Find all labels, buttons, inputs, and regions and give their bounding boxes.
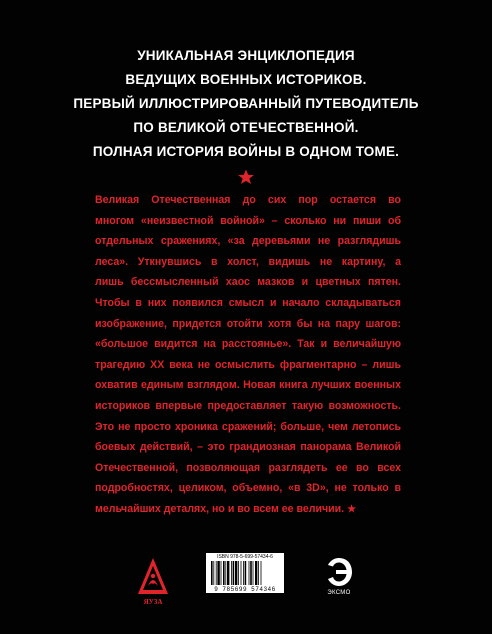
- eksmo-publisher-logo-icon: [324, 556, 354, 588]
- description-line: многом «неизвестной войной» – сколько ни пиши об: [95, 214, 401, 227]
- barcode-bar: [213, 561, 214, 585]
- description-line: Это не просто хроника сражений; больше, чем летопись: [95, 420, 401, 433]
- description-line-text: мельчайших деталях, но и во всем ее величии.: [95, 502, 345, 515]
- description-line: боевых действий, – это грандиозная панорама Великой: [95, 441, 401, 454]
- barcode-bar: [250, 561, 252, 585]
- barcode: [206, 553, 284, 593]
- description-line: леса». Уткнувшись в холст, видишь не картину, а: [95, 255, 401, 268]
- red-star-icon: [237, 168, 255, 186]
- headline-line: ПЕРВЫЙ ИЛЛЮСТРИРОВАННЫЙ ПУТЕВОДИТЕЛЬ: [73, 96, 419, 111]
- barcode-bar: [221, 561, 222, 585]
- barcode-bar: [245, 561, 247, 585]
- description-line: Отечественной, позволяющая разглядеть ее во всех: [95, 461, 401, 474]
- headline-line: УНИКАЛЬНАЯ ЭНЦИКЛОПЕДИЯ: [137, 48, 355, 63]
- eksmo-publisher-name: ЭКСМО: [327, 590, 351, 596]
- barcode-bar: [217, 561, 219, 585]
- barcode-bar: [258, 561, 259, 585]
- barcode-bar: [227, 561, 229, 585]
- yauza-publisher-logo-icon: [136, 556, 170, 598]
- barcode-bar: [241, 561, 242, 585]
- barcode-bar: [211, 561, 213, 585]
- description-line: изображение, придется отойти хотя бы на пару шагов:: [95, 317, 401, 330]
- description-line: трагедию XX века не осмыслить фрагментарно – лишь: [95, 358, 401, 371]
- barcode-bar: [255, 561, 257, 585]
- description-line: Чтобы в них появился смысл и начало складываться: [95, 296, 401, 309]
- barcode-bar: [261, 561, 262, 585]
- barcode-bar: [223, 561, 225, 585]
- barcode-bar: [235, 561, 237, 585]
- barcode-bars-icon: [211, 561, 279, 585]
- isbn-label: ISBN 978-5-699-57434-6: [217, 554, 273, 560]
- description-line: Великая Отечественная до сих пор остается во: [95, 194, 401, 206]
- barcode-bar: [243, 561, 244, 585]
- description-last-line: [95, 499, 401, 521]
- barcode-bar: [249, 561, 250, 585]
- description-line: историков впервые предоставляет такую возможность.: [95, 399, 401, 412]
- description-line: охватив единым взглядом. Новая книга лучших военных: [95, 379, 401, 392]
- description-text: [95, 190, 401, 521]
- barcode-bar: [238, 561, 239, 585]
- description-line: лишь бессмысленный хаос мазков и цветных пятен.: [95, 276, 401, 289]
- headline-block: [0, 44, 492, 164]
- barcode-bar: [225, 561, 226, 585]
- description-line: подробностях, целиком, объемно, «в 3D», не только в: [95, 482, 401, 495]
- end-star-icon: ★: [347, 503, 357, 515]
- barcode-number: 9 785699 574346: [214, 586, 276, 593]
- yauza-publisher-name: ЯУЗА: [143, 598, 163, 606]
- barcode-bar: [253, 561, 254, 585]
- headline-line: ПО ВЕЛИКОЙ ОТЕЧЕСТВЕННОЙ.: [133, 120, 359, 135]
- barcode-bar: [231, 561, 232, 585]
- barcode-bar: [233, 561, 235, 585]
- headline-line: ПОЛНАЯ ИСТОРИЯ ВОЙНЫ В ОДНОМ ТОМЕ.: [92, 144, 400, 159]
- headline-line: ВЕДУЩИХ ВОЕННЫХ ИСТОРИКОВ.: [125, 72, 367, 87]
- barcode-bar: [216, 561, 217, 585]
- description-line: отдельных сражениях, «за деревьями не разглядишь: [95, 235, 401, 248]
- description-line: «большое видится на расстоянье». Так и величайшую: [95, 338, 401, 351]
